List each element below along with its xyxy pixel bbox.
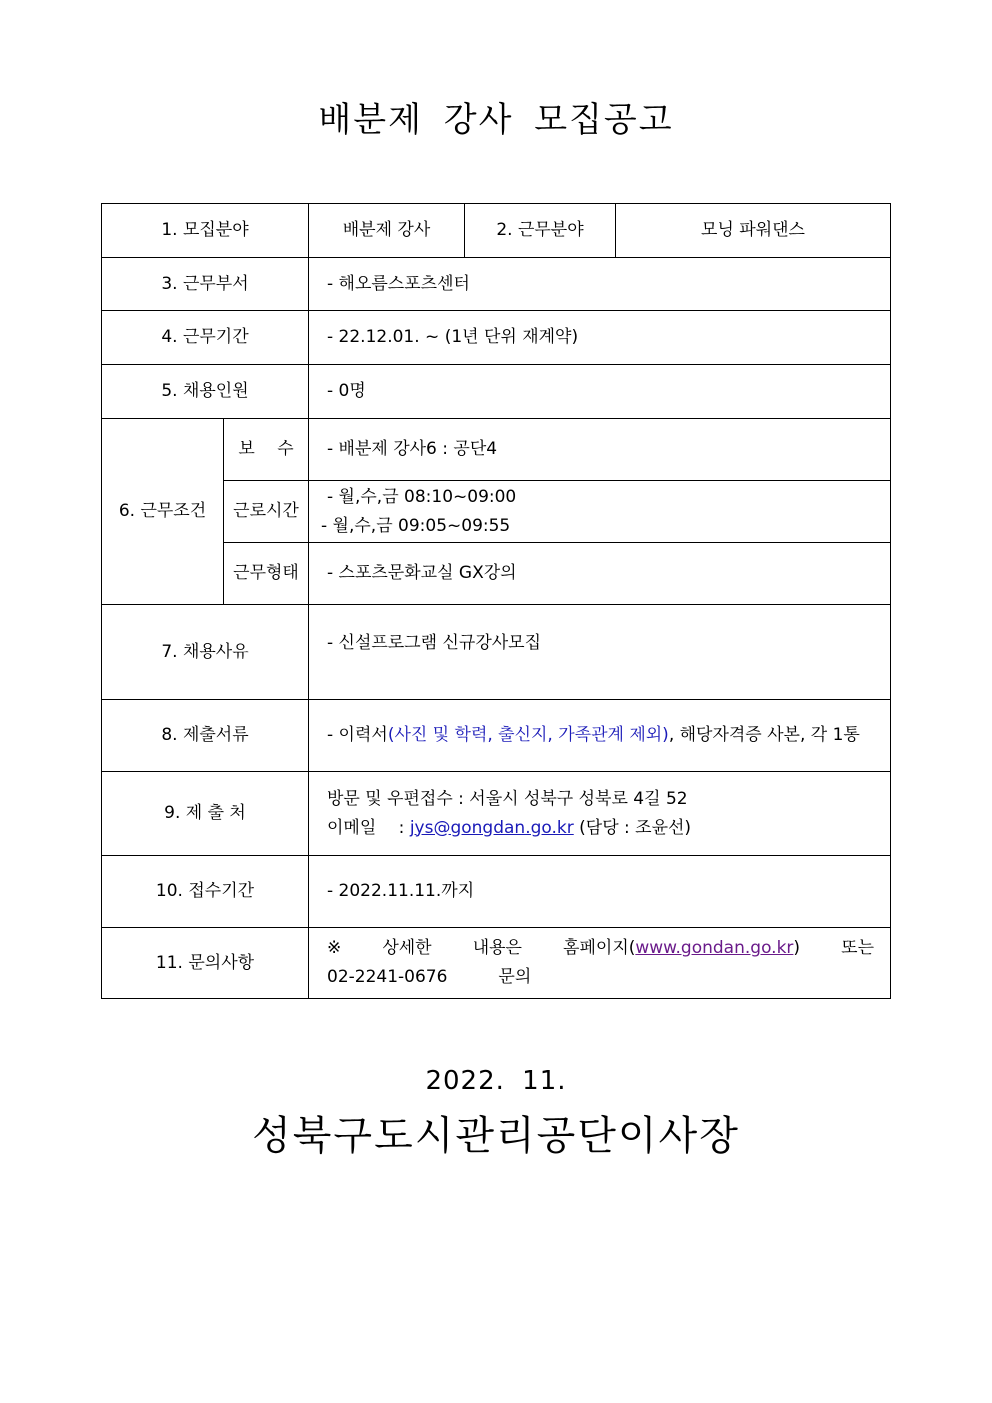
value-department: - 해오름스포츠센터 xyxy=(309,258,891,311)
notice-date: 2022. 11. xyxy=(425,1066,567,1096)
row-recruit-field xyxy=(102,204,891,258)
label-conditions: 6. 근무조건 xyxy=(102,419,224,605)
inquiry-word-content: 내용은 xyxy=(472,938,522,959)
email-suffix: (담당 : 조윤선) xyxy=(573,817,692,838)
value-pay: - 배분제 강사6 : 공단4 xyxy=(309,419,891,481)
value-deadline: - 2022.11.11.까지 xyxy=(309,856,891,928)
documents-prefix: - 이력서 xyxy=(327,725,388,746)
value-headcount: - 0명 xyxy=(309,365,891,419)
documents-excluded: (사진 및 학력, 출신지, 가족관계 제외) xyxy=(387,725,669,746)
row-conditions-pay xyxy=(102,419,891,481)
email-link[interactable]: jys@gongdan.go.kr xyxy=(409,817,574,838)
label-department: 3. 근무부서 xyxy=(102,258,309,311)
value-work-type: - 스포츠문화교실 GX강의 xyxy=(309,543,891,605)
label-inquiry: 11. 문의사항 xyxy=(102,928,309,999)
notice-table xyxy=(101,203,891,999)
hours-line-2: - 월,수,금 09:05~09:55 xyxy=(321,515,511,536)
inquiry-word-or: 또는 xyxy=(841,938,874,959)
hours-line-1: - 월,수,금 08:10~09:00 xyxy=(327,487,517,508)
inquiry-mark: ※ xyxy=(327,938,342,959)
row-submit-to xyxy=(102,772,891,856)
label-deadline: 10. 접수기간 xyxy=(102,856,309,928)
inquiry-word-detail: 상세한 xyxy=(382,938,432,959)
reason-text: - 신설프로그램 신규강사모집 xyxy=(327,632,542,653)
signer-name: 성북구도시관리공단이사장 xyxy=(252,1113,740,1159)
value-inquiry xyxy=(309,928,891,999)
label-headcount: 5. 채용인원 xyxy=(102,365,309,419)
label-period: 4. 근무기간 xyxy=(102,311,309,365)
submit-email-line xyxy=(327,814,874,843)
value-submit-to xyxy=(309,772,891,856)
row-headcount xyxy=(102,365,891,419)
row-reason xyxy=(102,605,891,700)
submit-address: 방문 및 우편접수 : 서울시 성북구 성북로 4길 52 xyxy=(327,788,688,809)
label-documents: 8. 제출서류 xyxy=(102,700,309,772)
label-work-field: 2. 근무분야 xyxy=(465,204,616,258)
homepage-link[interactable]: www.gondan.go.kr xyxy=(635,938,794,959)
label-submit-to: 9. 제 출 처 xyxy=(102,772,309,856)
inquiry-line-1 xyxy=(327,934,874,963)
row-period xyxy=(102,311,891,365)
row-documents xyxy=(102,700,891,772)
value-reason xyxy=(309,605,891,700)
page-title: 배분제 강사 모집공고 xyxy=(318,100,674,140)
row-deadline xyxy=(102,856,891,928)
value-period: - 22.12.01. ~ (1년 단위 재계약) xyxy=(309,311,891,365)
label-pay: 보 수 xyxy=(224,419,309,481)
inquiry-homepage xyxy=(563,934,800,963)
documents-suffix: , 해당자격증 사본, 각 1통 xyxy=(668,725,860,746)
value-hours xyxy=(309,481,891,543)
label-recruit-field: 1. 모집분야 xyxy=(102,204,309,258)
row-inquiry xyxy=(102,928,891,999)
value-recruit-field: 배분제 강사 xyxy=(309,204,465,258)
homepage-suffix: ) xyxy=(793,938,801,959)
row-department xyxy=(102,258,891,311)
value-work-field: 모닝 파워댄스 xyxy=(616,204,891,258)
label-hours: 근로시간 xyxy=(224,481,309,543)
label-work-type: 근무형태 xyxy=(224,543,309,605)
inquiry-line-2: 02-2241-0676 문의 xyxy=(327,967,532,987)
homepage-prefix: 홈페이지( xyxy=(563,938,636,959)
email-prefix: 이메일 : xyxy=(327,817,410,838)
value-documents xyxy=(309,700,891,772)
label-reason: 7. 채용사유 xyxy=(102,605,309,700)
